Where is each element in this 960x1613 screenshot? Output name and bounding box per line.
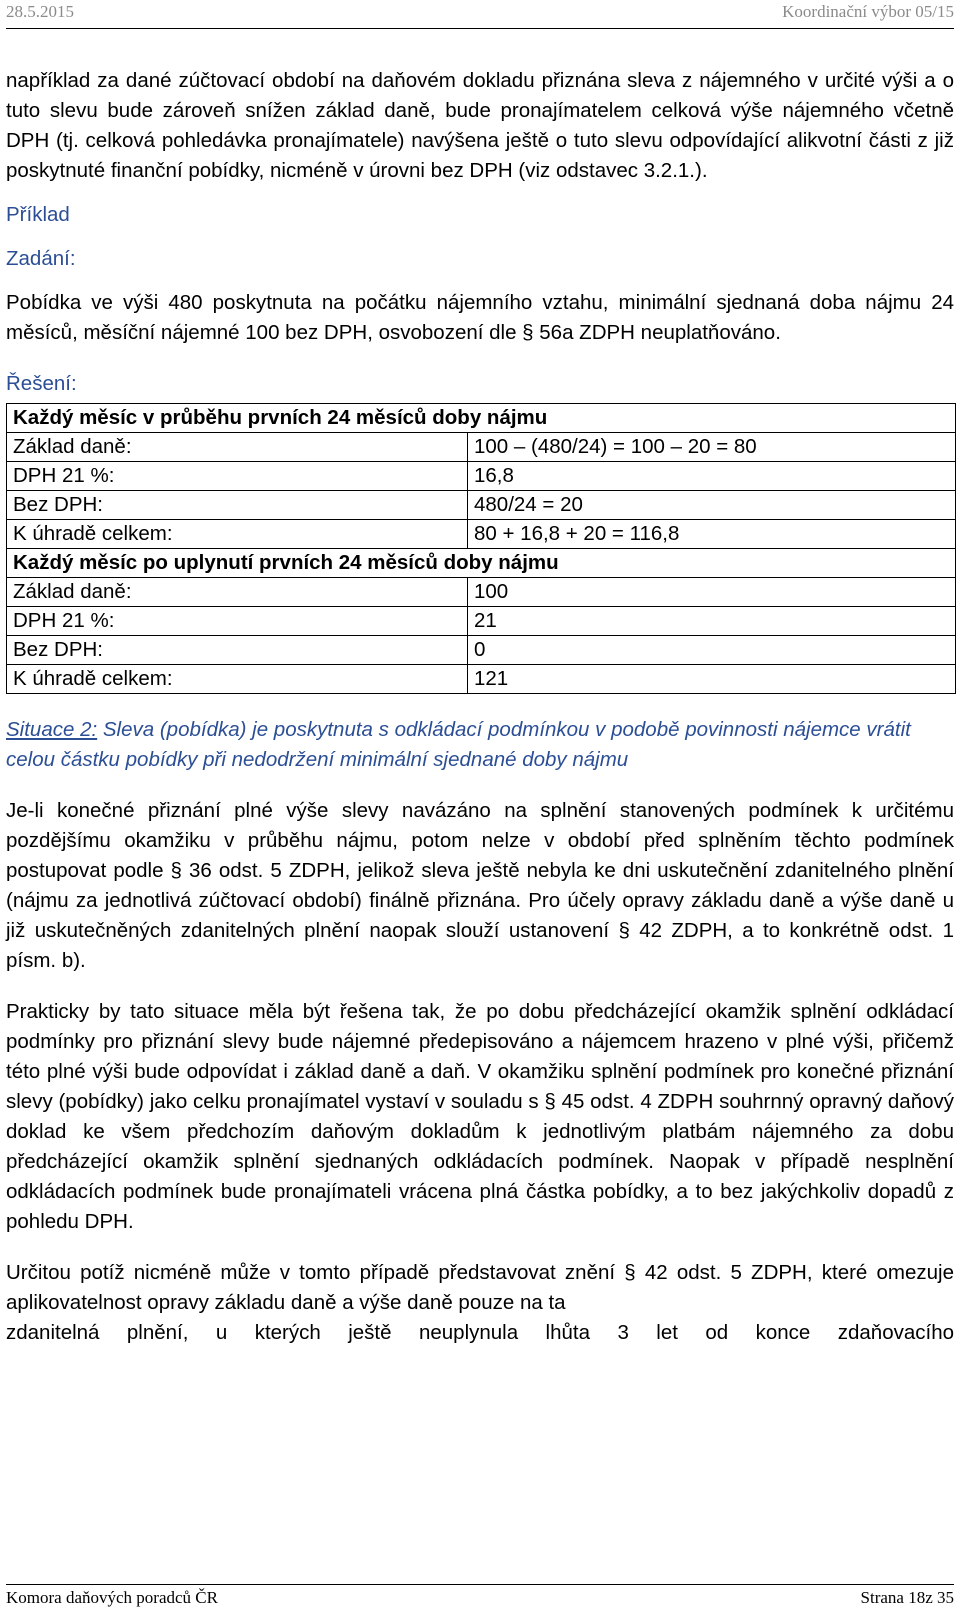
solution-label: Řešení: — [6, 372, 77, 395]
table-row — [7, 665, 956, 694]
table-row — [7, 491, 956, 520]
table-row — [7, 636, 956, 665]
row-label: DPH 21 %: — [7, 607, 468, 636]
row-value: 100 – (480/24) = 100 – 20 = 80 — [468, 433, 956, 462]
example-heading: Příklad — [6, 203, 70, 226]
row-label: K úhradě celkem: — [7, 665, 468, 694]
header-date: 28.5.2015 — [6, 2, 74, 21]
situation-label: Situace 2: — [6, 718, 98, 741]
calculation-table — [6, 403, 956, 694]
page-header — [6, 0, 954, 29]
table-row — [7, 433, 956, 462]
row-value: 16,8 — [468, 462, 956, 491]
page-footer — [6, 1584, 954, 1613]
table-row — [7, 607, 956, 636]
row-value: 21 — [468, 607, 956, 636]
paragraph-3-last-line: zdanitelná plnění, u kterých ještě neuplynula lhůta 3 let od konce zdaňovacího — [6, 1321, 954, 1344]
row-value: 480/24 = 20 — [468, 491, 956, 520]
assignment-label: Zadání: — [6, 247, 76, 270]
footer-org: Komora daňových poradců ČR — [6, 1588, 218, 1607]
paragraph-2: Prakticky by tato situace měla být řešena tak, že po dobu předcházející okamžik splnění odkládací podmínky pro přiznání slevy bude nájemné předepisováno a nájemcem hrazeno v plné výši, přičemž této plné výši bude odpovídat i základ daně a daň. V okamžiku splnění podmínek pro konečné přiznání slevy (pobídky) jako celku pronajímatel vystaví v souladu s § 45 odst. 4 ZDPH souhrnný opravný daňový doklad ke všem předchozím daňovým dokladům k jednotlivým platbám nájemného za dobu předcházející okamžik splnění sjednaných odkládacích podmínek. Naopak v případě nesplnění odkládacích podmínek bude pronajímateli vrácena plná částka pobídky, a to bez jakýchkoliv dopadů z pohledu DPH. — [6, 1000, 954, 1233]
table-section-header — [7, 404, 956, 433]
table-row — [7, 520, 956, 549]
table-row — [7, 578, 956, 607]
row-value: 80 + 16,8 + 20 = 116,8 — [468, 520, 956, 549]
table-section-header — [7, 549, 956, 578]
paragraph-3-main: Určitou potíž nicméně může v tomto případě představovat znění § 42 odst. 5 ZDPH, které omezuje aplikovatelnost opravy základu daně a výše daně pouze na ta — [6, 1261, 954, 1314]
header-title: Koordinační výbor 05/15 — [782, 2, 954, 21]
paragraph-3 — [6, 1258, 954, 1348]
section1-header: Každý měsíc v průběhu prvních 24 měsíců doby nájmu — [7, 404, 956, 433]
row-label: Základ daně: — [7, 578, 468, 607]
row-value: 121 — [468, 665, 956, 694]
row-label: DPH 21 %: — [7, 462, 468, 491]
section2-header: Každý měsíc po uplynutí prvních 24 měsíců doby nájmu — [7, 549, 956, 578]
row-label: Bez DPH: — [7, 636, 468, 665]
row-value: 0 — [468, 636, 956, 665]
situation-heading — [6, 715, 954, 775]
assignment-text: Pobídka ve výši 480 poskytnuta na počátku nájemního vztahu, minimální sjednaná doba nájmu 24 měsíců, měsíční nájemné 100 bez DPH, osvobození dle § 56a ZDPH neuplatňováno. — [6, 291, 954, 344]
table-row — [7, 462, 956, 491]
row-value: 100 — [468, 578, 956, 607]
footer-page-number: Strana 18z 35 — [860, 1588, 954, 1607]
paragraph-1: Je-li konečné přiznání plné výše slevy navázáno na splnění stanovených podmínek k určitému pozdějšímu okamžiku v průběhu nájmu, potom nelze v období před splněním těchto podmínek postupovat podle § 36 odst. 5 ZDPH, jelikož sleva ještě nebyla ke dni uskutečnění zdanitelného plnění (nájmu za jednotlivá zúčtovací období) finálně přiznána. Pro účely opravy základu daně a výše daně u již uskutečněných zdanitelných plnění naopak slouží ustanovení § 42 ZDPH, a to konkrétně odst. 1 písm. b). — [6, 799, 954, 972]
row-label: Bez DPH: — [7, 491, 468, 520]
document-body — [6, 66, 954, 1348]
intro-paragraph: například za dané zúčtovací období na daňovém dokladu přiznána sleva z nájemného v určité výši a o tuto slevu bude zároveň snížen základ daně, bude pronajímatelem celková výše nájemného včetně DPH (tj. celková pohledávka pronajímatele) navýšena ještě o tuto slevu odpovídající alikvotní části z již poskytnuté finanční pobídky, nicméně v úrovni bez DPH (viz odstavec 3.2.1.). — [6, 69, 954, 182]
situation-text: Sleva (pobídka) je poskytnuta s odkládací podmínkou v podobě povinnosti nájemce vrátit celou částku pobídky při nedodržení minimální sjednané doby nájmu — [6, 718, 911, 771]
row-label: Základ daně: — [7, 433, 468, 462]
row-label: K úhradě celkem: — [7, 520, 468, 549]
